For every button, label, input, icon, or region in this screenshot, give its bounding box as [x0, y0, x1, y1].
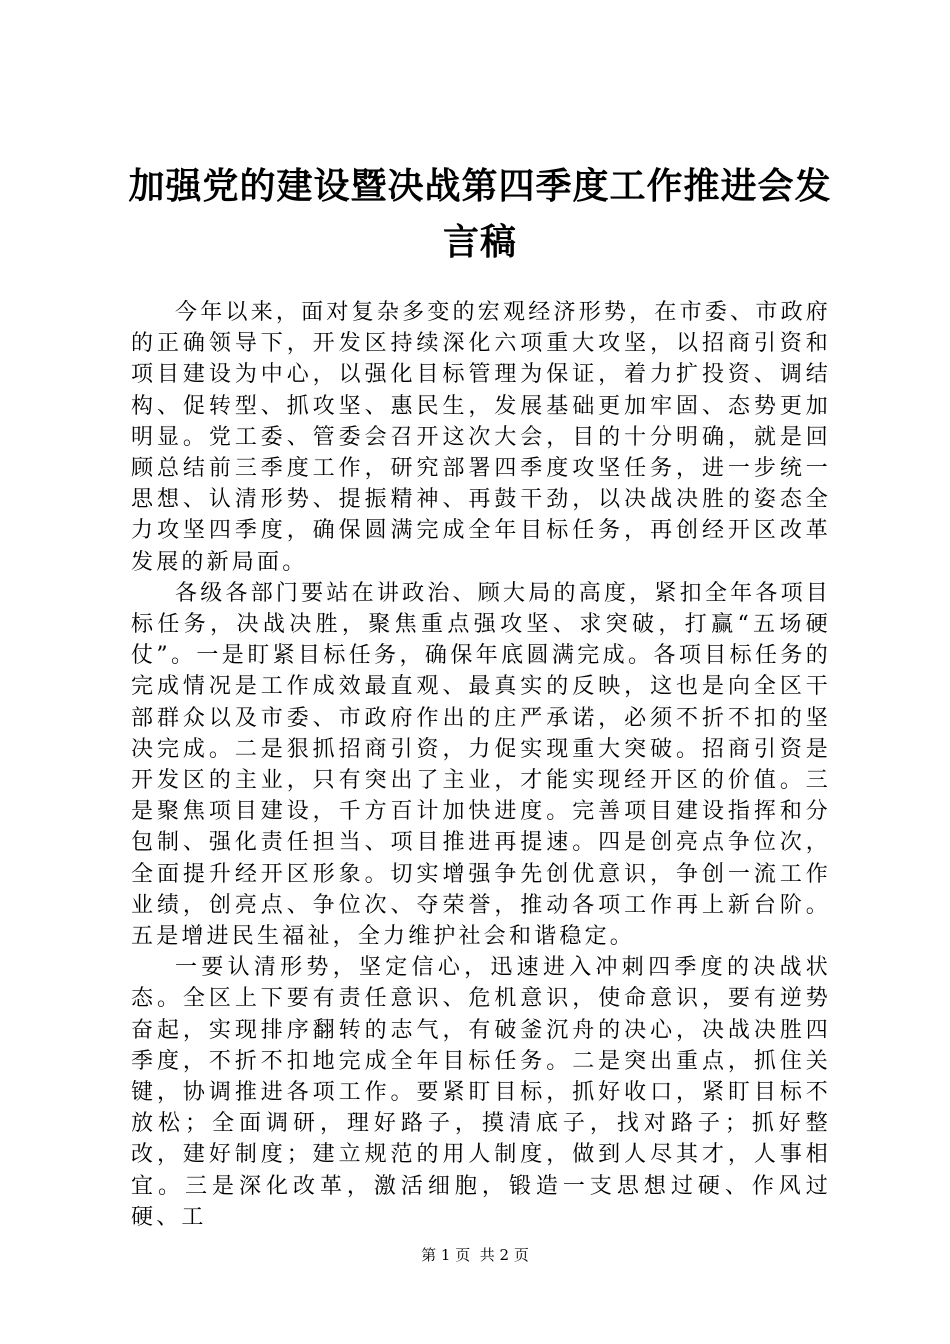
- paragraph: 一要认清形势，坚定信心，迅速进入冲刺四季度的决战状态。全区上下要有责任意识、危机意识，使命意识，要有逆势奋起，实现排序翻转的志气，有破釜沉舟的决心，决战决胜四季度，不折不扣地完成全年目标任务。二是突出重点，抓住关键，协调推进各项工作。要紧盯目标，抓好收口，紧盯目标不放松；全面调研，理好路子，摸清底子，找对路子；抓好整改，建好制度；建立规范的用人制度，做到人尽其才，人事相宜。三是深化改革，激活细胞，锻造一支思想过硬、作风过硬、工: [131, 955, 831, 1230]
- paragraph: 各级各部门要站在讲政治、顾大局的高度，紧扣全年各项目标任务，决战决胜，聚焦重点强攻坚、求突破，打赢“五场硬仗”。一是盯紧目标任务，确保年底圆满完成。各项目标任务的完成情况是工作成效最直观、最真实的反映，这也是向全区干部群众以及市委、市政府作出的庄严承诺，必须不折不扣的坚决完成。二是狠抓招商引资，力促实现重大突破。招商引资是开发区的主业，只有突出了主业，才能实现经开区的价值。三是聚焦项目建设，千方百计加快进度。完善项目建设指挥和分包制、强化责任担当、项目推进再提速。四是创亮点争位次，全面提升经开区形象。切实增强争先创优意识，争创一流工作业绩，创亮点、争位次、夺荣誉，推动各项工作再上新台阶。五是增进民生福祉，全力维护社会和谐稳定。: [131, 580, 831, 950]
- document-title: 加强党的建设暨决战第四季度工作推进会发言稿: [128, 165, 832, 263]
- page-number: 第 1 页 共 2 页: [421, 1246, 529, 1264]
- document-body: [131, 297, 831, 1233]
- paragraph: 今年以来，面对复杂多变的宏观经济形势，在市委、市政府的正确领导下，开发区持续深化六项重大攻坚，以招商引资和项目建设为中心，以强化目标管理为保证，着力扩投资、调结构、促转型、抓攻坚、惠民生，发展基础更加牢固、态势更加明显。党工委、管委会召开这次大会，目的十分明确，就是回顾总结前三季度工作，研究部署四季度攻坚任务，进一步统一思想、认清形势、提振精神、再鼓干劲，以决战决胜的姿态全力攻坚四季度，确保圆满完成全年目标任务，再创经开区改革发展的新局面。: [131, 300, 831, 575]
- page-footer: [0, 1245, 950, 1265]
